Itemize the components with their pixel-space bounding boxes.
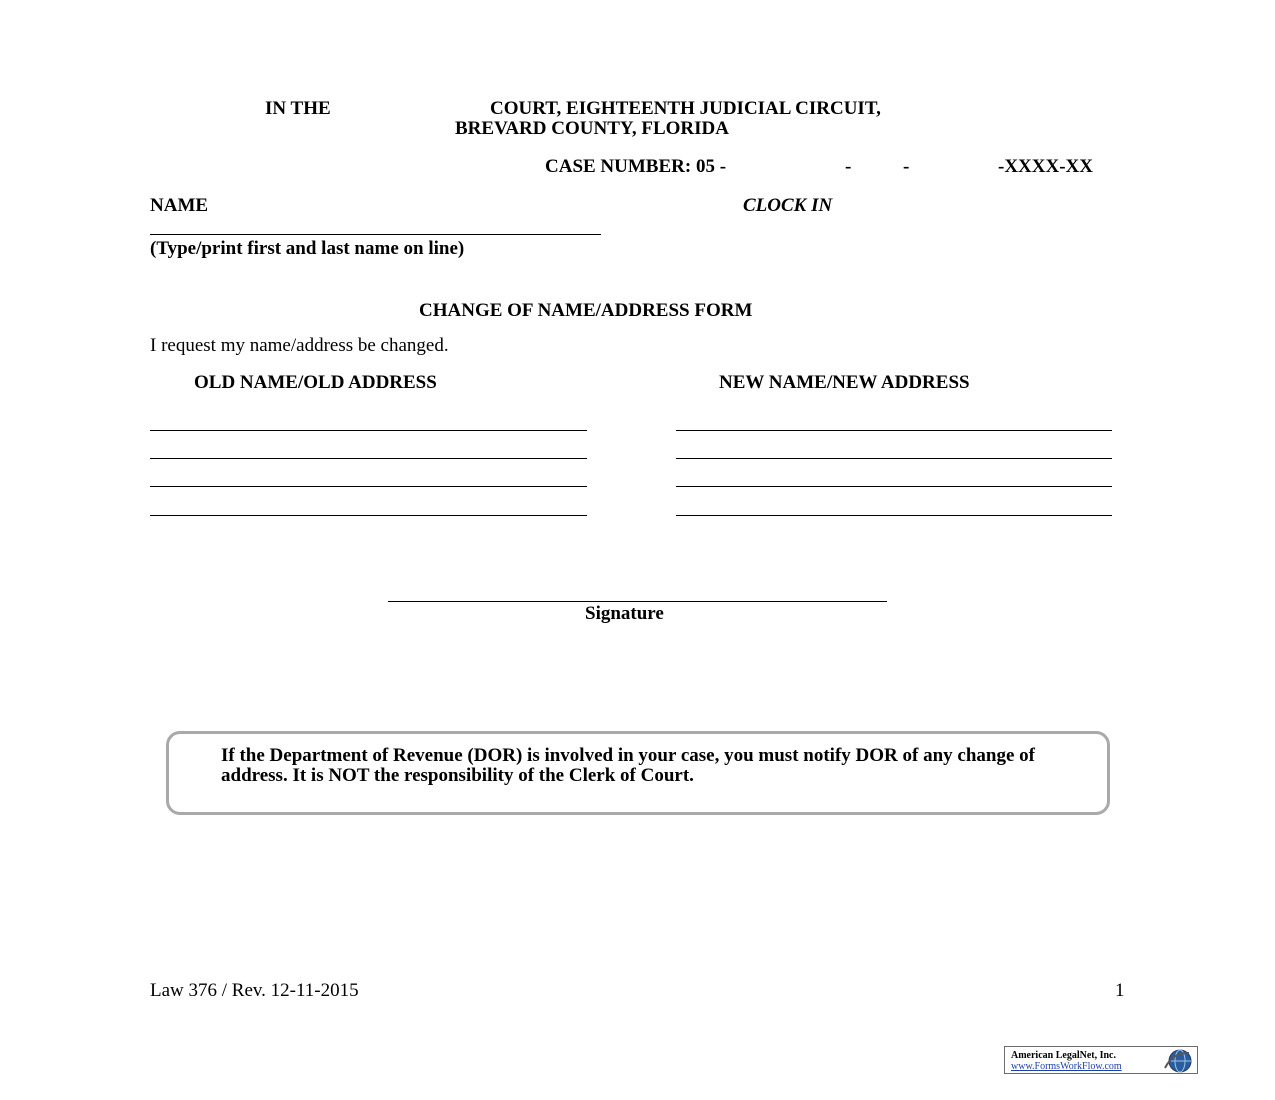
- signature-line[interactable]: [388, 601, 887, 602]
- name-line[interactable]: [150, 234, 601, 235]
- logo-company: American LegalNet, Inc.: [1011, 1050, 1116, 1061]
- old-address-line[interactable]: [150, 430, 587, 431]
- logo-url[interactable]: www.FormsWorkFlow.com: [1011, 1061, 1122, 1072]
- clock-in-label: CLOCK IN: [743, 195, 833, 216]
- american-legalnet-logo[interactable]: [1004, 1046, 1198, 1074]
- name-label: NAME: [150, 195, 209, 216]
- form-id: Law 376 / Rev. 12-11-2015: [150, 980, 359, 1001]
- new-address-header: NEW NAME/NEW ADDRESS: [719, 372, 970, 393]
- old-address-header: OLD NAME/OLD ADDRESS: [194, 372, 437, 393]
- old-address-line[interactable]: [150, 515, 587, 516]
- name-instruction: (Type/print first and last name on line): [150, 238, 465, 259]
- court-circuit: COURT, EIGHTEENTH JUDICIAL CIRCUIT,: [490, 98, 881, 119]
- case-number-dash-2: -: [903, 156, 910, 177]
- case-number-dash-1: -: [845, 156, 852, 177]
- request-text: I request my name/address be changed.: [150, 335, 449, 356]
- signature-label: Signature: [585, 603, 664, 624]
- case-number-label: CASE NUMBER: 05 -: [545, 156, 727, 177]
- old-address-line[interactable]: [150, 486, 587, 487]
- dor-notice-box: [166, 731, 1110, 815]
- new-address-line[interactable]: [676, 486, 1112, 487]
- new-address-line[interactable]: [676, 515, 1112, 516]
- court-in-the: IN THE: [265, 98, 331, 119]
- new-address-line[interactable]: [676, 458, 1112, 459]
- case-number-suffix: -XXXX-XX: [998, 156, 1093, 177]
- form-title: CHANGE OF NAME/ADDRESS FORM: [419, 300, 753, 321]
- court-county: BREVARD COUNTY, FLORIDA: [455, 118, 729, 139]
- old-address-line[interactable]: [150, 458, 587, 459]
- globe-icon: [1161, 1048, 1195, 1074]
- new-address-line[interactable]: [676, 430, 1112, 431]
- page-number: 1: [1115, 980, 1125, 1001]
- dor-notice-text: If the Department of Revenue (DOR) is involved in your case, you must notify DOR of any change of address. It is NOT the responsibility of the Clerk of Court.: [221, 745, 1035, 786]
